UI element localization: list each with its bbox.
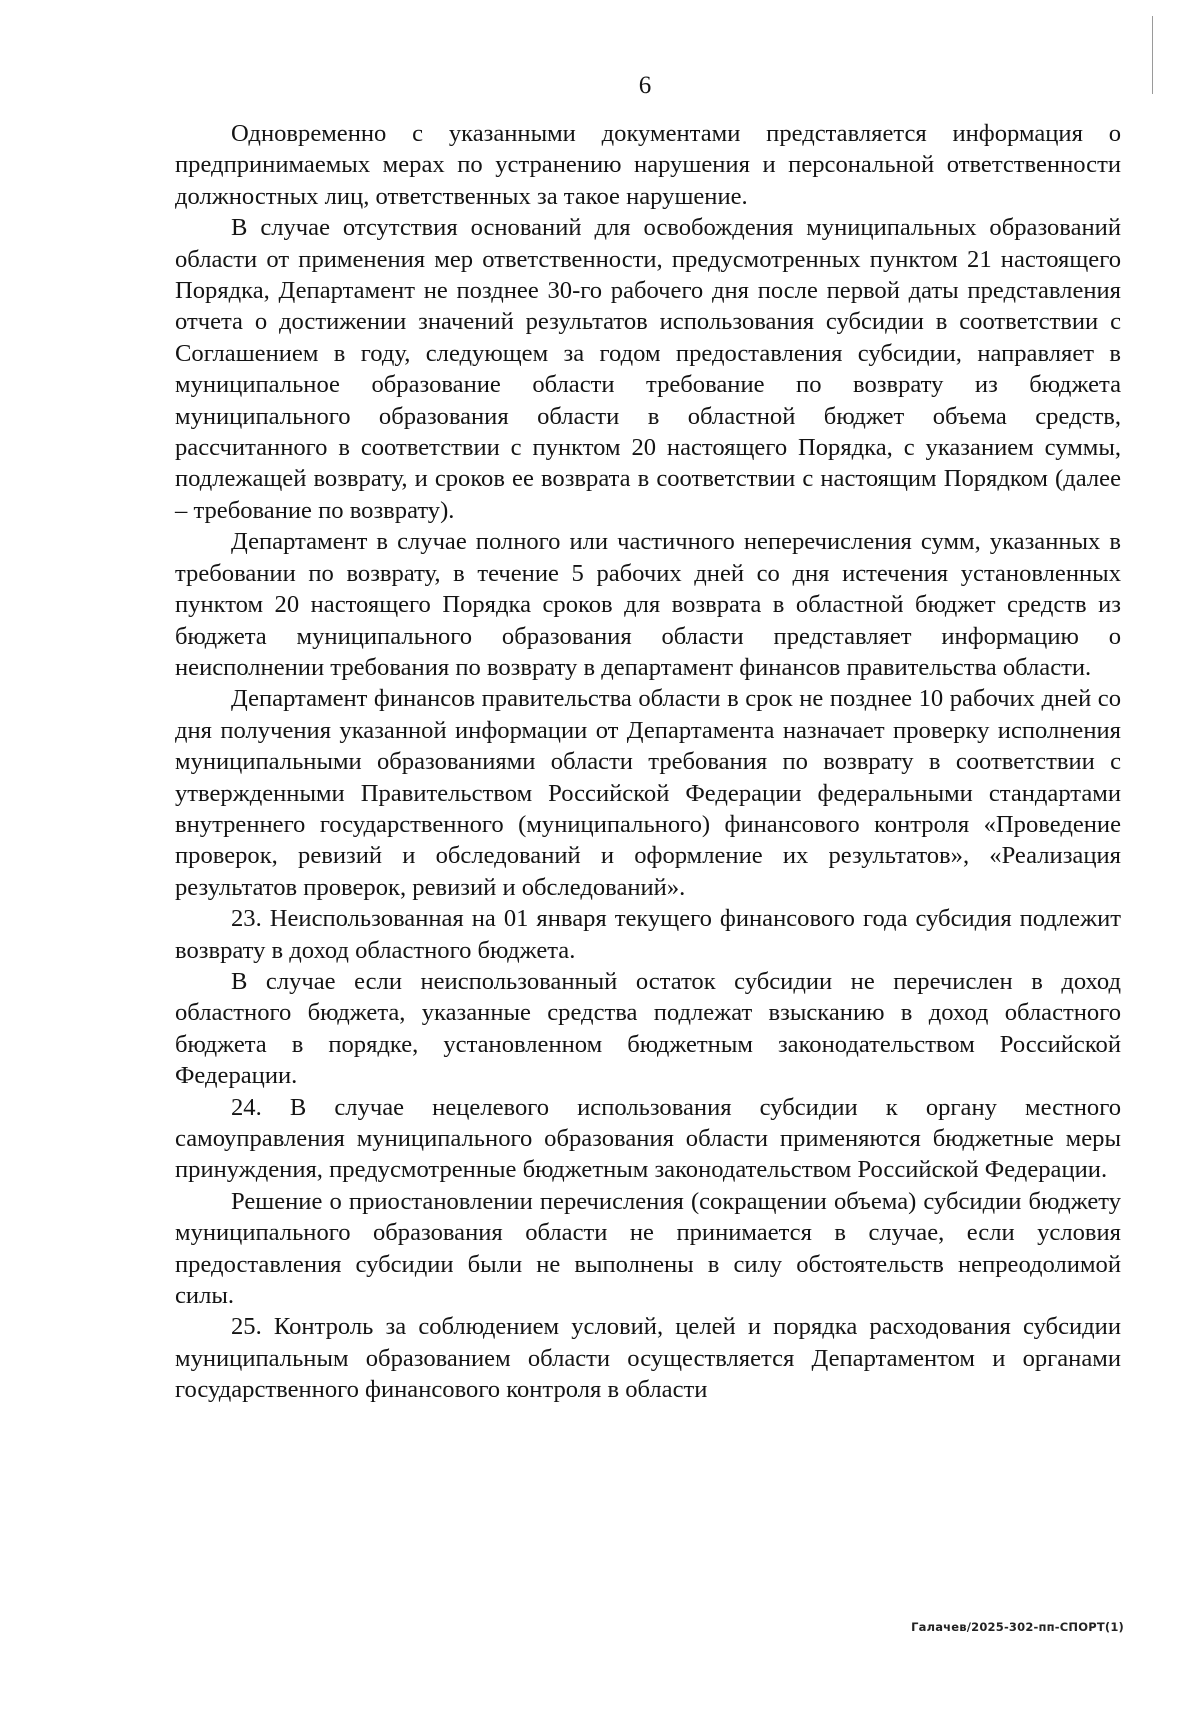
paragraph-info-measures: Одновременно с указанными документами представляется информация о предпринимаемых мерах по устранению нарушения и персональной ответственности должностных лиц, ответственных за такое нарушение. xyxy=(175,120,1121,210)
paragraph-item-23: 23. Неиспользованная на 01 января текущего финансового года субсидия подлежит возврату в доход областного бюджета. xyxy=(175,905,1121,964)
paragraph-suspension-decision: Решение о приостановлении перечисления (сокращении объема) субсидии бюджету муниципального образования области не принимается в случае, если условия предоставления субсидии были не выполнены в силу обстоятельств непреодолимой силы. xyxy=(175,1187,1121,1310)
paragraph-item-25: 25. Контроль за соблюдением условий, целей и порядка расходования субсидии муниципальным образованием области осуществляется Департаментом и органами государственного финансового контроля в области xyxy=(175,1313,1121,1404)
document-body xyxy=(175,118,1121,1406)
paragraph-unused-balance: В случае если неиспользованный остаток субсидии не перечислен в доход областного бюджета, указанные средства подлежат взысканию в доход областного бюджета в порядке, установленном бюджетным законодательством Российской Федерации. xyxy=(175,967,1121,1090)
paragraph-item-24: 24. В случае нецелевого использования субсидии к органу местного самоуправления муниципального образования области применяются бюджетные меры принуждения, предусмотренные бюджетным законодательством Российской Федерации. xyxy=(175,1093,1121,1184)
paragraph-non-transfer: Департамент в случае полного или частичного неперечисления сумм, указанных в требовании по возврату, в течение 5 рабочих дней со дня истечения установленных пунктом 20 настоящего Порядка сроков для возврата в областной бюджет средств из бюджета муниципального образования области представляет информацию о неисполнении требования по возврату в департамент финансов правительства области. xyxy=(175,528,1121,681)
page-number: 6 xyxy=(638,72,652,99)
document-footer-code: Галачев/2025-302-пп-СПОРТ(1) xyxy=(911,1620,1124,1634)
paragraph-return-requirement: В случае отсутствия оснований для освобождения муниципальных образований области от применения мер ответственности, предусмотренных пунктом 21 настоящего Порядка, Департамент не позднее 30-го рабочего дня после первой даты представления отчета о достижении значений результатов использования субсидии в соответствии с Соглашением в году, следующем за годом предоставления субсидии, направляет в муниципальное образование области требование по возврату из бюджета муниципального образования области в областной бюджет объема средств, рассчитанного в соответствии с пунктом 20 настоящего Порядка, с указанием суммы, подлежащей возврату, и сроков ее возврата в соответствии с настоящим Порядком (далее – требование по возврату). xyxy=(175,214,1121,524)
paragraph-finance-inspection: Департамент финансов правительства области в срок не позднее 10 рабочих дней со дня получения указанной информации от Департамента назначает проверку исполнения муниципальными образованиями области требования по возврату в соответствии с утвержденными Правительством Российской Федерации федеральными стандартами внутреннего государственного (муниципального) финансового контроля «Проведение проверок, ревизий и обследований и оформление их результатов», «Реализация результатов проверок, ревизий и обследований». xyxy=(175,685,1121,901)
